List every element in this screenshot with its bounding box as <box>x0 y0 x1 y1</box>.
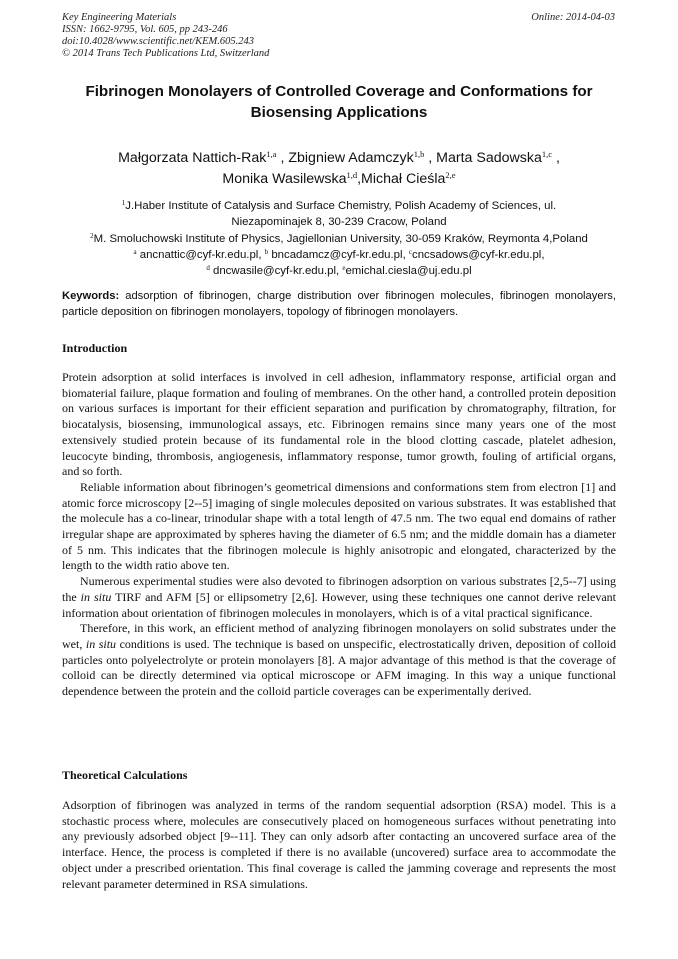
text-run: Numerous experimental studies were also devoted to fibrinogen adsorption on various substrates [2,5--7] using the <box>62 574 616 604</box>
affiliation-1-line-1 <box>40 198 638 214</box>
author-line-2: Monika Wasilewska$^{1,d}$,Michał Cieśla$^{2,e}$ <box>222 170 456 187</box>
paragraph <box>62 574 616 621</box>
affiliation-1-line-2: Niezapominajek 8, 30-239 Cracow, Poland <box>231 216 447 229</box>
email-link[interactable]: dncwasile@cyf-kr.edu.pl <box>213 265 337 278</box>
keywords-text: adsorption of fibrinogen, charge distribution over fibrinogen molecules, fibrinogen monolayers, particle deposition on fibrinogen monolayers, topology of fibrinogen monolayers. <box>62 290 616 318</box>
email-sup: b <box>264 247 269 256</box>
online-date: Online: 2014-04-03 <box>531 12 615 23</box>
email-link[interactable]: emichal.ciesla@uj.edu.pl <box>345 265 472 278</box>
keywords <box>62 289 616 321</box>
author-name: Monika Wasilewska <box>222 171 347 187</box>
title-line-1: Fibrinogen Monolayers of Controlled Coverage and Conformations for <box>85 83 593 100</box>
affil-sup: 2 <box>90 231 94 240</box>
text-run: Therefore, in this work, an efficient method of analyzing fibrinogen monolayers on solid substrates under the wet, <box>62 621 616 651</box>
author-affil-sup: 2,e <box>445 170 456 180</box>
author-affil-sup: 1,b <box>413 149 425 159</box>
paragraph <box>62 621 616 700</box>
keywords-label: Keywords: <box>62 290 120 302</box>
email-sup: d <box>206 264 210 273</box>
email-line-1: $^a$ ancnattic@cyf-kr.edu.pl, $^b$ bncadamcz@cyf-kr.edu.pl, $^c$cncsadows@cyf-kr.edu.pl, <box>133 247 545 261</box>
journal-header <box>62 12 269 60</box>
affil-text: J.Haber Institute of Catalysis and Surface Chemistry, Polish Academy of Sciences, ul. <box>125 200 557 212</box>
author-name: Zbigniew Adamczyk <box>288 150 414 166</box>
section-heading-introduction: Introduction <box>62 341 128 355</box>
italic-run: in situ <box>80 589 112 604</box>
journal-name: Key Engineering Materials <box>62 12 177 23</box>
title-line-2: Biosensing Applications <box>250 104 428 121</box>
theory-body <box>62 798 616 892</box>
author-line-1: Małgorzata Nattich-Rak$^{1,a}$ , Zbigniew Adamczyk$^{1,b}$ , Marta Sadowska$^{1,c}$ , <box>118 149 560 166</box>
author-name: Marta Sadowska <box>436 150 542 166</box>
paper-title <box>62 81 616 123</box>
author-list <box>62 148 616 190</box>
email-link[interactable]: cncsadows@cyf-kr.edu.pl <box>412 248 542 261</box>
author-affil-sup: 1,a <box>266 149 277 159</box>
section-heading-theoretical-calculations: Theoretical Calculations <box>62 768 188 782</box>
email-sup: e <box>342 264 346 273</box>
copyright-line: © 2014 Trans Tech Publications Ltd, Switzerland <box>62 48 270 59</box>
doi-line: doi:10.4028/www.scientific.net/KEM.605.243 <box>62 36 254 47</box>
text-run: TIRF and AFM [5] or ellipsometry [2,6]. However, using these techniques one cannot derive relevant information about orientation of fibrinogen molecules in monolayers, which is of a vital practical significance. <box>62 589 617 620</box>
affil-text: M. Smoluchowski Institute of Physics, Jagiellonian University, 30-059 Kraków, Reymonta 4,Poland <box>93 232 588 245</box>
affiliation-2 <box>40 231 638 247</box>
introduction-body <box>62 370 616 700</box>
author-affil-sup: 1,c <box>541 149 552 159</box>
paragraph: Protein adsorption at solid interfaces is involved in cell adhesion, inflammatory response, artificial organ and biomaterial failure, plaque formation and fouling of membranes. On the other hand, a controlled protein deposition on various surfaces is important for their efficient separation and purification by chromatography, filtration, for biocatalysis, biosensing, immunological assays, etc. Fibrinogen remains since many years one of the most extensively studied protein because of its fundamental role in the blood clotting cascade, platelet adhesion, leucocyte binding, thrombosis, angiogenesis, inflammatory response, tumor growth, fouling of artificial organs, and so forth. <box>62 370 616 479</box>
email-line-2: $^d$ dncwasile@cyf-kr.edu.pl, $^e$emichal.ciesla@uj.edu.pl <box>206 264 472 278</box>
text-run: conditions is used. The technique is based on unspecific, electrostatically driven, deposition of colloid particles onto polyelectrolyte or protein monolayers [8]. A major advantage of this method is that the coverage of colloid can be directly determined via optical microscope or AFM imaging. In this way a unique functional dependence between the protein and the colloid particle coverages can be experimentally derived. <box>62 636 617 699</box>
email-sup: c <box>408 247 413 256</box>
affil-sup: 1 <box>121 199 126 207</box>
author-name: Małgorzata Nattich-Rak <box>118 150 267 166</box>
paragraph: Reliable information about fibrinogen’s geometrical dimensions and conformations stem from electron [1] and atomic force microscopy [2--5] imaging of single molecules deposited on various substrates. It was established that the molecule has a co-linear, trinodular shape with a total length of 47.5 nm. The two equal end domains of rather irregular shape are approximated by spheres having the diameter of 6.5 nm; and the middle domain has a diameter of 5 nm. This indicates that the fibrinogen molecule is highly anisotropic and elongated, characterized by the length to the width ratio above ten. <box>62 479 616 573</box>
author-name: Michał Cieśla <box>361 171 446 187</box>
italic-run: in situ <box>85 636 117 651</box>
issn-line: ISSN: 1662-9795, Vol. 605, pp 243-246 <box>62 24 228 35</box>
paragraph: Adsorption of fibrinogen was analyzed in terms of the random sequential adsorption (RSA) model. This is a stochastic process where, molecules are consecutively placed on homogeneous surfaces without penetrating into any previously adsorbed object [9--11]. They can only adsorb after contacting an uncovered surface area of the interface. Hence, the process is completed if there is no available (uncovered) surface area to accommodate the object under a prescribed orientation. This final coverage is called the jamming coverage and represents the most relevant parameter determined in RSA simulations. <box>62 798 616 891</box>
email-link[interactable]: ancnattic@cyf-kr.edu.pl <box>139 248 259 261</box>
email-link[interactable]: bncadamcz@cyf-kr.edu.pl <box>271 248 403 261</box>
author-affil-sup: 1,d <box>346 170 358 180</box>
email-sup: a <box>133 247 137 256</box>
affiliations <box>40 198 638 279</box>
